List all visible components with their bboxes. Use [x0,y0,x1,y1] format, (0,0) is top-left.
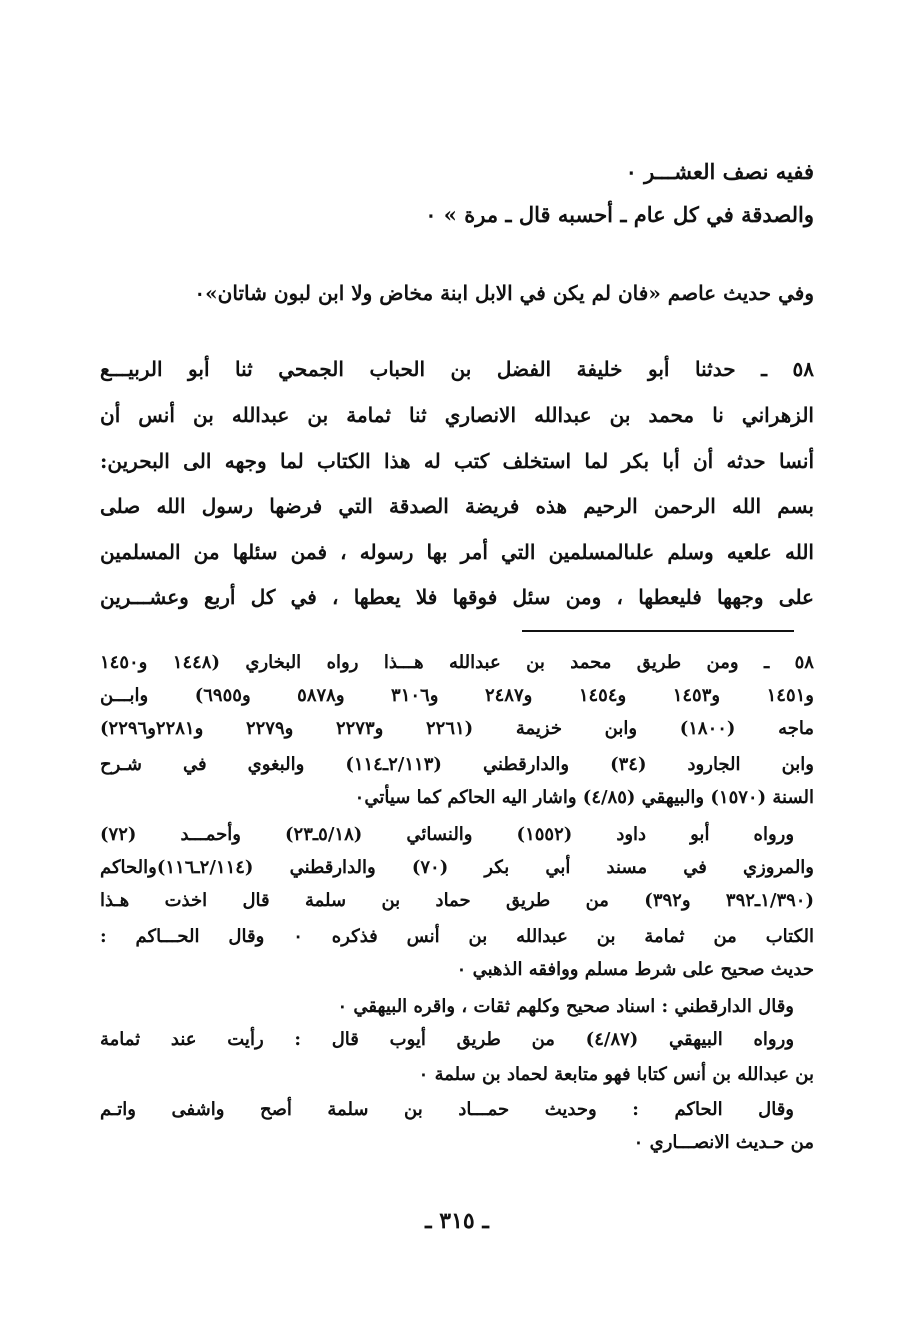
hadith-line: الله علعيه وسلم علىالمسلمين التي أمر بها رسوله ، فمن سئلها من المسلمين [100,540,814,564]
footnote-line: وقال الحاكم : وحديث حمـــاد بن سلمة أصح واشفى واتـم [100,1099,794,1120]
hadith-line: أنسا حدثه أن أبا بكر لما استخلف كتب له هذا الكتاب لما وجهه الى البحرين: [100,449,814,473]
text-line: والصدقة في كل عام ـ أحسبه قال ـ مرة » ٠ [425,202,814,227]
footnote-line: الكتاب من ثمامة بن عبدالله بن أنس فذكره ٠ وقال الحـــاكم : [100,926,814,947]
footnote-line: و١٤٥١ و١٤٥٣ و١٤٥٤ و٢٤٨٧ و٣١٠٦ و٥٨٧٨ و٦٩٥٥) وابـــن [100,685,814,706]
footnote-line: من حـديث الانصـــاري ٠ [633,1132,814,1153]
page-number: ـ ٣١٥ ـ [425,1208,489,1234]
footnote-divider [522,630,794,632]
footnote-line: ماجه (١٨٠٠) وابن خزيمة (٢٢٦١ و٢٢٧٣ و٢٢٧٩ و٢٢٨١و٢٢٩٦) [100,718,814,739]
footnote-line: ورواه أبو داود (١٥٥٢) والنسائي (٥/١٨ـ٢٣) وأحمـــد (٧٢) [100,824,794,845]
footnote-line: حديث صحيح على شرط مسلم ووافقه الذهبي ٠ [456,959,814,980]
hadith-line: الزهراني نا محمد بن عبدالله الانصاري ثنا ثمامة بن عبدالله بن أنس أن [100,403,814,427]
footnote-line: (١/٣٩٠ـ٣٩٢ و٣٩٢) من طريق حماد بن سلمة قال اخذت هـذا [100,890,814,911]
footnote-line: وقال الدارقطني : اسناد صحيح وكلهم ثقات ، واقره البيهقي ٠ [337,996,794,1017]
text-line: وفي حديث عاصم «فان لم يكن في الابل ابنة مخاض ولا ابن لبون شاتان»٠ [194,281,814,305]
footnote-line: ٥٨ ـ ومن طريق محمد بن عبدالله هـــذا رواه البخاري (١٤٤٨ و١٤٥٠ [100,652,814,673]
hadith-line: على وجهها فليعطها ، ومن سئل فوقها فلا يعطها ، في كل أربع وعشـــرين [100,585,814,609]
hadith-line: ٥٨ ـ حدثنا أبو خليفة الفضل بن الحباب الجمحي ثنا أبو الربيـــع [100,357,814,381]
text-line: ففيه نصف العشـــر ٠ [625,159,814,184]
footnote-line: وابن الجارود (٣٤) والدارقطني (٢/١١٣ـ١١٤) والبغوي في شـرح [100,754,814,775]
footnote-line: ورواه البيهقي (٤/٨٧) من طريق أيوب قال : رأيت عند ثمامة [100,1029,794,1050]
hadith-line: بسم الله الرحمن الرحيم هذه فريضة الصدقة التي فرضها رسول الله صلى [100,494,814,518]
footnote-line: بن عبدالله بن أنس كتابا فهو متابعة لحماد بن سلمة ٠ [418,1064,814,1085]
footnote-line: السنة (١٥٧٠) والبيهقي (٤/٨٥) واشار اليه الحاكم كما سيأتي٠ [354,787,814,808]
footnote-line: والمروزي في مسند أبي بكر (٧٠) والدارقطني (٢/١١٤ـ١١٦)والحاكم [100,857,814,878]
